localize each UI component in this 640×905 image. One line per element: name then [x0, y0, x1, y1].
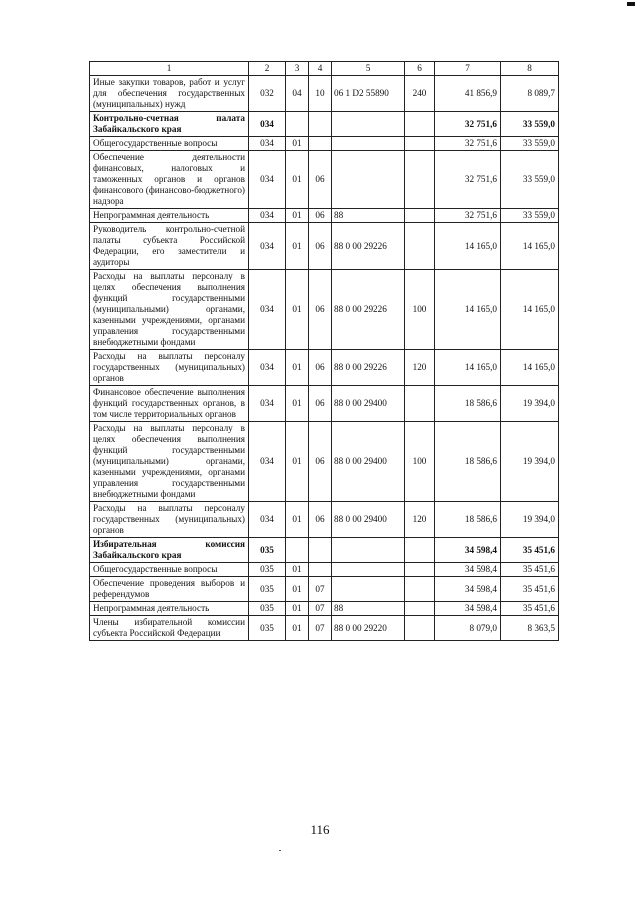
row-subsection: 06	[309, 223, 332, 270]
row-amount-year2: 8 089,7	[501, 76, 559, 112]
row-subsection	[309, 538, 332, 563]
header-col-7: 7	[435, 62, 501, 76]
row-name: Члены избирательной комиссии субъекта Российской Федерации	[90, 616, 249, 641]
table-row	[90, 270, 559, 350]
row-name: Финансовое обеспечение выполнения функций государственных органов, в том числе территориальных органов	[90, 386, 249, 422]
row-section: 01	[286, 386, 309, 422]
row-expense-type	[405, 602, 435, 616]
row-amount-year2: 33 559,0	[501, 137, 559, 151]
row-amount-year2: 14 165,0	[501, 270, 559, 350]
row-target-article	[332, 577, 405, 602]
row-amount-year2: 33 559,0	[501, 209, 559, 223]
row-name: Иные закупки товаров, работ и услуг для обеспечения государственных (муниципальных) нужд	[90, 76, 249, 112]
row-amount-year1: 34 598,4	[435, 577, 501, 602]
row-section: 01	[286, 151, 309, 209]
header-col-6: 6	[405, 62, 435, 76]
row-admin-code: 034	[249, 209, 286, 223]
header-col-5: 5	[332, 62, 405, 76]
row-expense-type: 120	[405, 350, 435, 386]
row-amount-year1: 32 751,6	[435, 112, 501, 137]
row-admin-code: 034	[249, 151, 286, 209]
header-col-2: 2	[249, 62, 286, 76]
table-row	[90, 386, 559, 422]
row-amount-year2: 33 559,0	[501, 112, 559, 137]
row-name: Избирательная комиссия Забайкальского края	[90, 538, 249, 563]
row-subsection: 06	[309, 270, 332, 350]
row-admin-code: 034	[249, 350, 286, 386]
row-section: 01	[286, 209, 309, 223]
row-target-article: 88 0 00 29226	[332, 223, 405, 270]
table-row	[90, 112, 559, 137]
row-amount-year2: 35 451,6	[501, 577, 559, 602]
budget-table	[89, 61, 559, 641]
header-col-8: 8	[501, 62, 559, 76]
row-expense-type	[405, 151, 435, 209]
row-expense-type: 100	[405, 422, 435, 502]
row-section: 01	[286, 602, 309, 616]
row-admin-code: 035	[249, 563, 286, 577]
row-admin-code: 032	[249, 76, 286, 112]
table-row	[90, 223, 559, 270]
row-amount-year1: 14 165,0	[435, 270, 501, 350]
row-target-article	[332, 538, 405, 563]
row-target-article	[332, 151, 405, 209]
table-row	[90, 422, 559, 502]
header-col-1: 1	[90, 62, 249, 76]
row-name: Контрольно-счетная палата Забайкальского края	[90, 112, 249, 137]
row-section: 04	[286, 76, 309, 112]
row-amount-year1: 32 751,6	[435, 209, 501, 223]
row-amount-year2: 33 559,0	[501, 151, 559, 209]
row-amount-year1: 34 598,4	[435, 602, 501, 616]
row-subsection: 06	[309, 422, 332, 502]
row-expense-type	[405, 563, 435, 577]
row-subsection: 06	[309, 151, 332, 209]
row-section	[286, 538, 309, 563]
row-admin-code: 034	[249, 270, 286, 350]
table-row	[90, 76, 559, 112]
row-name: Общегосударственные вопросы	[90, 137, 249, 151]
row-subsection: 07	[309, 602, 332, 616]
row-subsection: 06	[309, 386, 332, 422]
row-name: Обеспечение деятельности финансовых, налоговых и таможенных органов и органов финансового (финансово-бюджетного) надзора	[90, 151, 249, 209]
row-amount-year1: 18 586,6	[435, 502, 501, 538]
row-subsection: 10	[309, 76, 332, 112]
row-section: 01	[286, 350, 309, 386]
row-name: Непрограммная деятельность	[90, 209, 249, 223]
row-expense-type: 100	[405, 270, 435, 350]
row-target-article: 88 0 00 29400	[332, 422, 405, 502]
row-name: Расходы на выплаты персоналу государственных (муниципальных) органов	[90, 350, 249, 386]
row-target-article: 88 0 00 29226	[332, 350, 405, 386]
row-section: 01	[286, 502, 309, 538]
header-col-3: 3	[286, 62, 309, 76]
row-target-article	[332, 563, 405, 577]
row-expense-type	[405, 616, 435, 641]
row-admin-code: 034	[249, 502, 286, 538]
row-name: Расходы на выплаты персоналу в целях обеспечения выполнения функций государственными (муниципальными) органами, казенными учреждениями, органами управления государственными внебюджетными фондами	[90, 270, 249, 350]
row-amount-year2: 35 451,6	[501, 602, 559, 616]
row-admin-code: 035	[249, 602, 286, 616]
row-section: 01	[286, 563, 309, 577]
row-target-article: 06 1 D2 55890	[332, 76, 405, 112]
row-section: 01	[286, 223, 309, 270]
row-subsection: 06	[309, 350, 332, 386]
table-row	[90, 151, 559, 209]
row-admin-code: 034	[249, 223, 286, 270]
row-amount-year2: 35 451,6	[501, 538, 559, 563]
row-amount-year2: 14 165,0	[501, 223, 559, 270]
table-row	[90, 137, 559, 151]
row-admin-code: 035	[249, 616, 286, 641]
row-section: 01	[286, 616, 309, 641]
row-subsection: 07	[309, 577, 332, 602]
row-amount-year2: 19 394,0	[501, 386, 559, 422]
row-section	[286, 112, 309, 137]
row-target-article: 88 0 00 29220	[332, 616, 405, 641]
row-target-article: 88	[332, 209, 405, 223]
row-expense-type	[405, 112, 435, 137]
table-row	[90, 616, 559, 641]
table-row	[90, 577, 559, 602]
row-subsection: 06	[309, 502, 332, 538]
row-admin-code: 034	[249, 112, 286, 137]
row-amount-year2: 14 165,0	[501, 350, 559, 386]
row-admin-code: 034	[249, 422, 286, 502]
row-section: 01	[286, 270, 309, 350]
row-expense-type: 120	[405, 502, 435, 538]
row-target-article: 88 0 00 29400	[332, 386, 405, 422]
row-subsection: 06	[309, 209, 332, 223]
row-expense-type	[405, 209, 435, 223]
row-name: Расходы на выплаты персоналу государственных (муниципальных) органов	[90, 502, 249, 538]
row-expense-type	[405, 137, 435, 151]
row-expense-type	[405, 577, 435, 602]
table-row	[90, 209, 559, 223]
row-target-article	[332, 112, 405, 137]
row-amount-year1: 18 586,6	[435, 422, 501, 502]
row-subsection: 07	[309, 616, 332, 641]
table-row	[90, 502, 559, 538]
row-section: 01	[286, 577, 309, 602]
header-col-4: 4	[309, 62, 332, 76]
row-name: Общегосударственные вопросы	[90, 563, 249, 577]
row-amount-year1: 18 586,6	[435, 386, 501, 422]
table-row	[90, 563, 559, 577]
row-admin-code: 035	[249, 538, 286, 563]
row-name: Руководитель контрольно-счетной палаты субъекта Российской Федерации, его заместители и аудиторы	[90, 223, 249, 270]
row-amount-year1: 32 751,6	[435, 137, 501, 151]
row-name: Обеспечение проведения выборов и референдумов	[90, 577, 249, 602]
row-target-article: 88 0 00 29226	[332, 270, 405, 350]
row-amount-year2: 8 363,5	[501, 616, 559, 641]
page-number: 116	[310, 822, 330, 837]
row-amount-year1: 34 598,4	[435, 563, 501, 577]
table-row	[90, 350, 559, 386]
row-target-article: 88 0 00 29400	[332, 502, 405, 538]
row-amount-year1: 34 598,4	[435, 538, 501, 563]
row-amount-year1: 41 856,9	[435, 76, 501, 112]
row-amount-year2: 35 451,6	[501, 563, 559, 577]
row-section: 01	[286, 137, 309, 151]
footer-dot	[279, 850, 281, 851]
row-name: Расходы на выплаты персоналу в целях обеспечения выполнения функций государственными (муниципальными) органами, казенными учреждениями, органами управления государственными внебюджетными фондами	[90, 422, 249, 502]
row-amount-year1: 14 165,0	[435, 350, 501, 386]
row-expense-type	[405, 538, 435, 563]
row-amount-year1: 32 751,6	[435, 151, 501, 209]
row-expense-type	[405, 386, 435, 422]
row-expense-type	[405, 223, 435, 270]
row-admin-code: 034	[249, 137, 286, 151]
row-target-article: 88	[332, 602, 405, 616]
table-row	[90, 602, 559, 616]
row-amount-year1: 8 079,0	[435, 616, 501, 641]
row-subsection	[309, 112, 332, 137]
row-amount-year2: 19 394,0	[501, 502, 559, 538]
row-admin-code: 035	[249, 577, 286, 602]
corner-mark	[627, 2, 635, 6]
row-name: Непрограммная деятельность	[90, 602, 249, 616]
row-subsection	[309, 137, 332, 151]
row-admin-code: 034	[249, 386, 286, 422]
row-expense-type: 240	[405, 76, 435, 112]
row-section: 01	[286, 422, 309, 502]
table-row	[90, 538, 559, 563]
header-row	[90, 62, 559, 76]
row-subsection	[309, 563, 332, 577]
row-amount-year2: 19 394,0	[501, 422, 559, 502]
row-amount-year1: 14 165,0	[435, 223, 501, 270]
row-target-article	[332, 137, 405, 151]
